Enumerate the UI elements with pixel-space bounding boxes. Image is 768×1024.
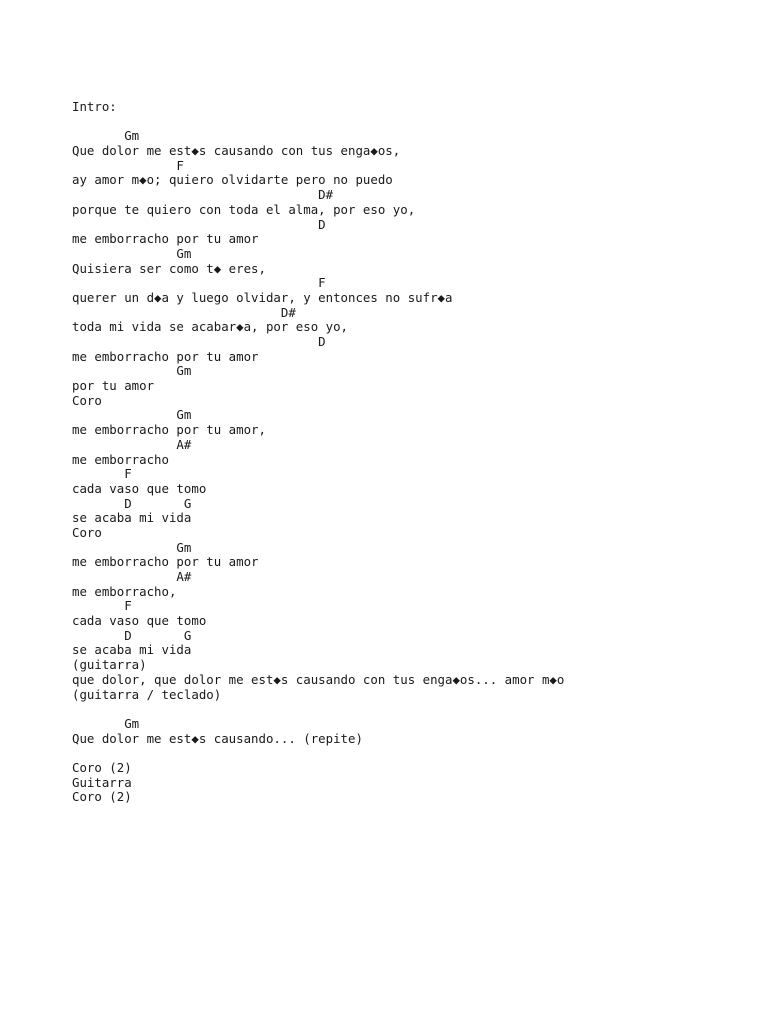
chord-line: A# — [72, 569, 192, 584]
chord-line: A# — [72, 436, 192, 452]
lyric-line: Guitarra — [72, 774, 132, 790]
blank-line — [72, 702, 752, 717]
lyric-line: me emborracho por tu amor — [72, 348, 259, 364]
lyric-line: Que dolor me est◆s causando... (repite) — [72, 730, 363, 746]
chord-line: D# — [72, 187, 334, 203]
chord-line: F — [72, 466, 132, 482]
lyric-line: cada vaso que tomo — [72, 480, 207, 496]
chord-line: Gm — [72, 539, 192, 555]
lyric-line: me emborracho por tu amor — [72, 554, 259, 570]
chord-line: F — [72, 157, 184, 173]
lyric-line: Intro: — [72, 99, 117, 114]
chord-line: Gm — [72, 407, 192, 423]
chord-line: D — [72, 216, 326, 232]
lyric-line: Coro — [72, 524, 102, 540]
lyric-line: que dolor, que dolor me est◆s causando con tus enga◆os... amor m◆o — [72, 671, 565, 687]
lyric-line: Coro (2) — [72, 789, 132, 805]
chord-line: Gm — [72, 363, 192, 379]
lyric-line: Quisiera ser como t◆ eres, — [72, 260, 266, 276]
lyric-line: Coro (2) — [72, 759, 132, 775]
lyric-line: ay amor m◆o; quiero olvidarte pero no puedo — [72, 172, 393, 188]
lyric-line: me emborracho por tu amor — [72, 231, 259, 247]
lyric-line: Coro — [72, 392, 102, 408]
lyric-line: cada vaso que tomo — [72, 613, 207, 629]
chord-line: D G — [72, 627, 192, 643]
blank-line — [72, 115, 752, 130]
chord-line: F — [72, 598, 132, 614]
chord-line: F — [72, 275, 326, 291]
lyric-line: me emborracho — [72, 451, 169, 467]
lyric-line: porque te quiero con toda el alma, por eso yo, — [72, 201, 416, 217]
lyric-line: se acaba mi vida — [72, 510, 192, 526]
chord-line: Gm — [72, 715, 140, 731]
lyrics-document — [72, 100, 752, 805]
chord-line: D G — [72, 495, 192, 511]
blank-line — [72, 746, 752, 761]
chord-line: D — [72, 334, 326, 349]
lyric-line: querer un d◆a y luego olvidar, y entonces no sufr◆a — [72, 289, 453, 305]
lyric-line: Que dolor me est◆s causando con tus enga◆os, — [72, 143, 401, 159]
lyric-line: toda mi vida se acabar◆a, por eso yo, — [72, 319, 349, 335]
lyric-line: me emborracho, — [72, 583, 177, 599]
lyric-line: (guitarra / teclado) — [72, 686, 222, 702]
lyric-line: se acaba mi vida — [72, 642, 192, 658]
lyric-line: me emborracho por tu amor, — [72, 422, 266, 438]
chord-line: Gm — [72, 128, 140, 144]
lyric-line: (guitarra) — [72, 657, 147, 673]
chord-line: Gm — [72, 245, 192, 261]
chord-line: D# — [72, 304, 296, 320]
lyric-line: por tu amor — [72, 378, 155, 394]
